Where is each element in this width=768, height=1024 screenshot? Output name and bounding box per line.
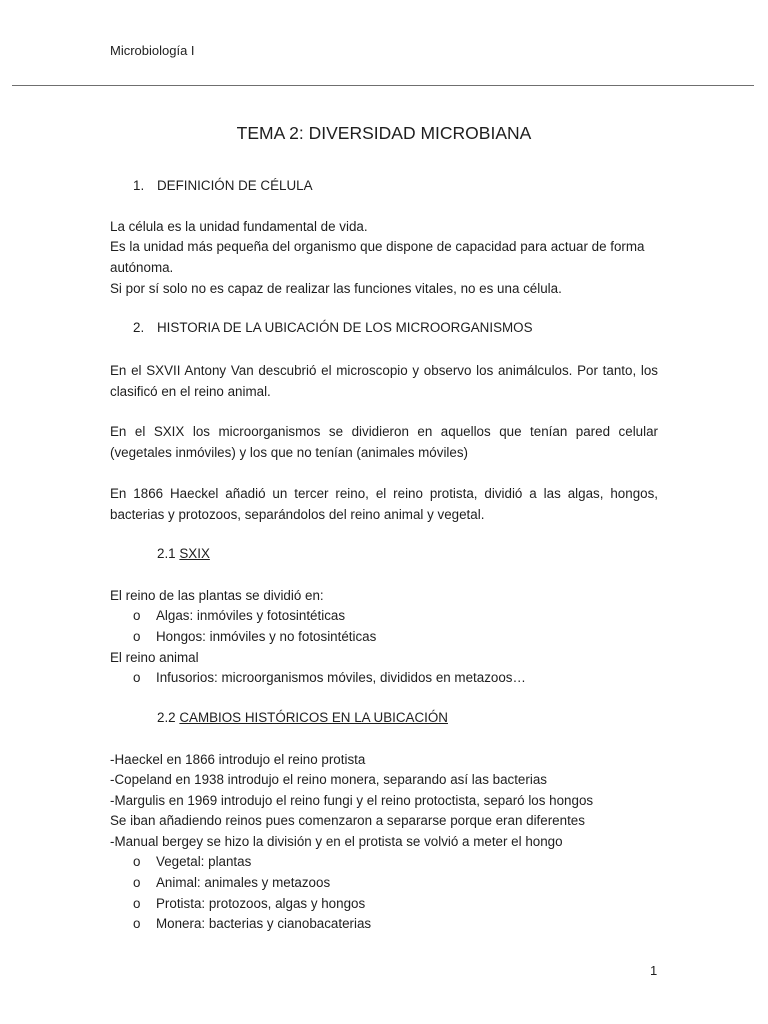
list-item-text: Hongos: inmóviles y no fotosintéticas xyxy=(156,629,377,644)
bullet-marker: o xyxy=(133,896,141,911)
subsection-2-2-line: -Copeland en 1938 introdujo el reino monera, separando así las bacterias xyxy=(110,772,547,787)
subsection-2-1-animal: El reino animal xyxy=(110,650,199,665)
list-item-text: Animal: animales y metazoos xyxy=(156,875,331,890)
bullet-marker: o xyxy=(133,916,141,931)
list-item xyxy=(133,606,345,627)
list-item xyxy=(133,668,526,689)
bullet-marker: o xyxy=(133,854,141,869)
section-1-heading xyxy=(133,178,313,193)
subsection-2-2-number: 2.2 xyxy=(157,710,176,725)
subsection-2-2-heading xyxy=(157,710,448,725)
subsection-2-2-line: -Haeckel en 1866 introdujo el reino protista xyxy=(110,752,366,767)
section-2-heading xyxy=(133,320,533,335)
list-item-text: Monera: bacterias y cianobacaterias xyxy=(156,916,372,931)
list-item xyxy=(133,894,365,915)
page-number: 1 xyxy=(650,963,658,978)
section-2-paragraph: En 1866 Haeckel añadió un tercer reino, el reino protista, dividió a las algas, hongos, bacterias y protozoos, separándolos del reino animal y vegetal. xyxy=(110,486,658,522)
subsection-2-2-line: -Manual bergey se hizo la división y en el protista se volvió a meter el hongo xyxy=(110,834,563,849)
section-2-title: HISTORIA DE LA UBICACIÓN DE LOS MICROORGANISMOS xyxy=(157,320,533,335)
section-2-paragraph: En el SXIX los microorganismos se dividieron en aquellos que tenían pared celular (vegetales inmóviles) y los que no tenían (animales móviles) xyxy=(110,424,658,460)
section-1-title: DEFINICIÓN DE CÉLULA xyxy=(157,178,313,193)
list-item xyxy=(133,852,251,873)
subsection-2-1-title: SXIX xyxy=(179,546,210,561)
list-item-text: Protista: protozoos, algas y hongos xyxy=(156,896,366,911)
section-2-number: 2. xyxy=(133,320,145,335)
list-item xyxy=(133,873,330,894)
document-title: TEMA 2: DIVERSIDAD MICROBIANA xyxy=(236,123,532,143)
subsection-2-1-number: 2.1 xyxy=(157,546,176,561)
section-2-paragraph: En el SXVII Antony Van descubrió el microscopio y observo los animálculos. Por tanto, los clasificó en el reino animal. xyxy=(110,363,658,399)
subsection-2-1-intro: El reino de las plantas se dividió en: xyxy=(110,588,324,603)
list-item xyxy=(133,627,376,648)
subsection-2-2-title: CAMBIOS HISTÓRICOS EN LA UBICACIÓN xyxy=(179,710,448,725)
bullet-marker: o xyxy=(133,608,141,623)
bullet-marker: o xyxy=(133,875,141,890)
bullet-marker: o xyxy=(133,670,141,685)
header-divider xyxy=(12,85,754,86)
subsection-2-1-heading xyxy=(157,546,210,561)
list-item-text: Infusorios: microorganismos móviles, divididos en metazoos… xyxy=(156,670,526,685)
section-1-number: 1. xyxy=(133,178,145,193)
page-header: Microbiología I xyxy=(110,43,195,58)
section-1-line: La célula es la unidad fundamental de vida. xyxy=(110,219,368,234)
list-item-text: Algas: inmóviles y fotosintéticas xyxy=(156,608,346,623)
subsection-2-2-line: -Margulis en 1969 introdujo el reino fungi y el reino protoctista, separó los hongos xyxy=(110,793,594,808)
subsection-2-2-line: Se iban añadiendo reinos pues comenzaron a separarse porque eran diferentes xyxy=(110,813,585,828)
list-item-text: Vegetal: plantas xyxy=(156,854,252,869)
bullet-marker: o xyxy=(133,629,141,644)
list-item xyxy=(133,914,371,935)
section-1-line: Es la unidad más pequeña del organismo que dispone de capacidad para actuar de forma autónoma. xyxy=(110,239,645,275)
section-1-line: Si por sí solo no es capaz de realizar las funciones vitales, no es una célula. xyxy=(110,281,562,296)
